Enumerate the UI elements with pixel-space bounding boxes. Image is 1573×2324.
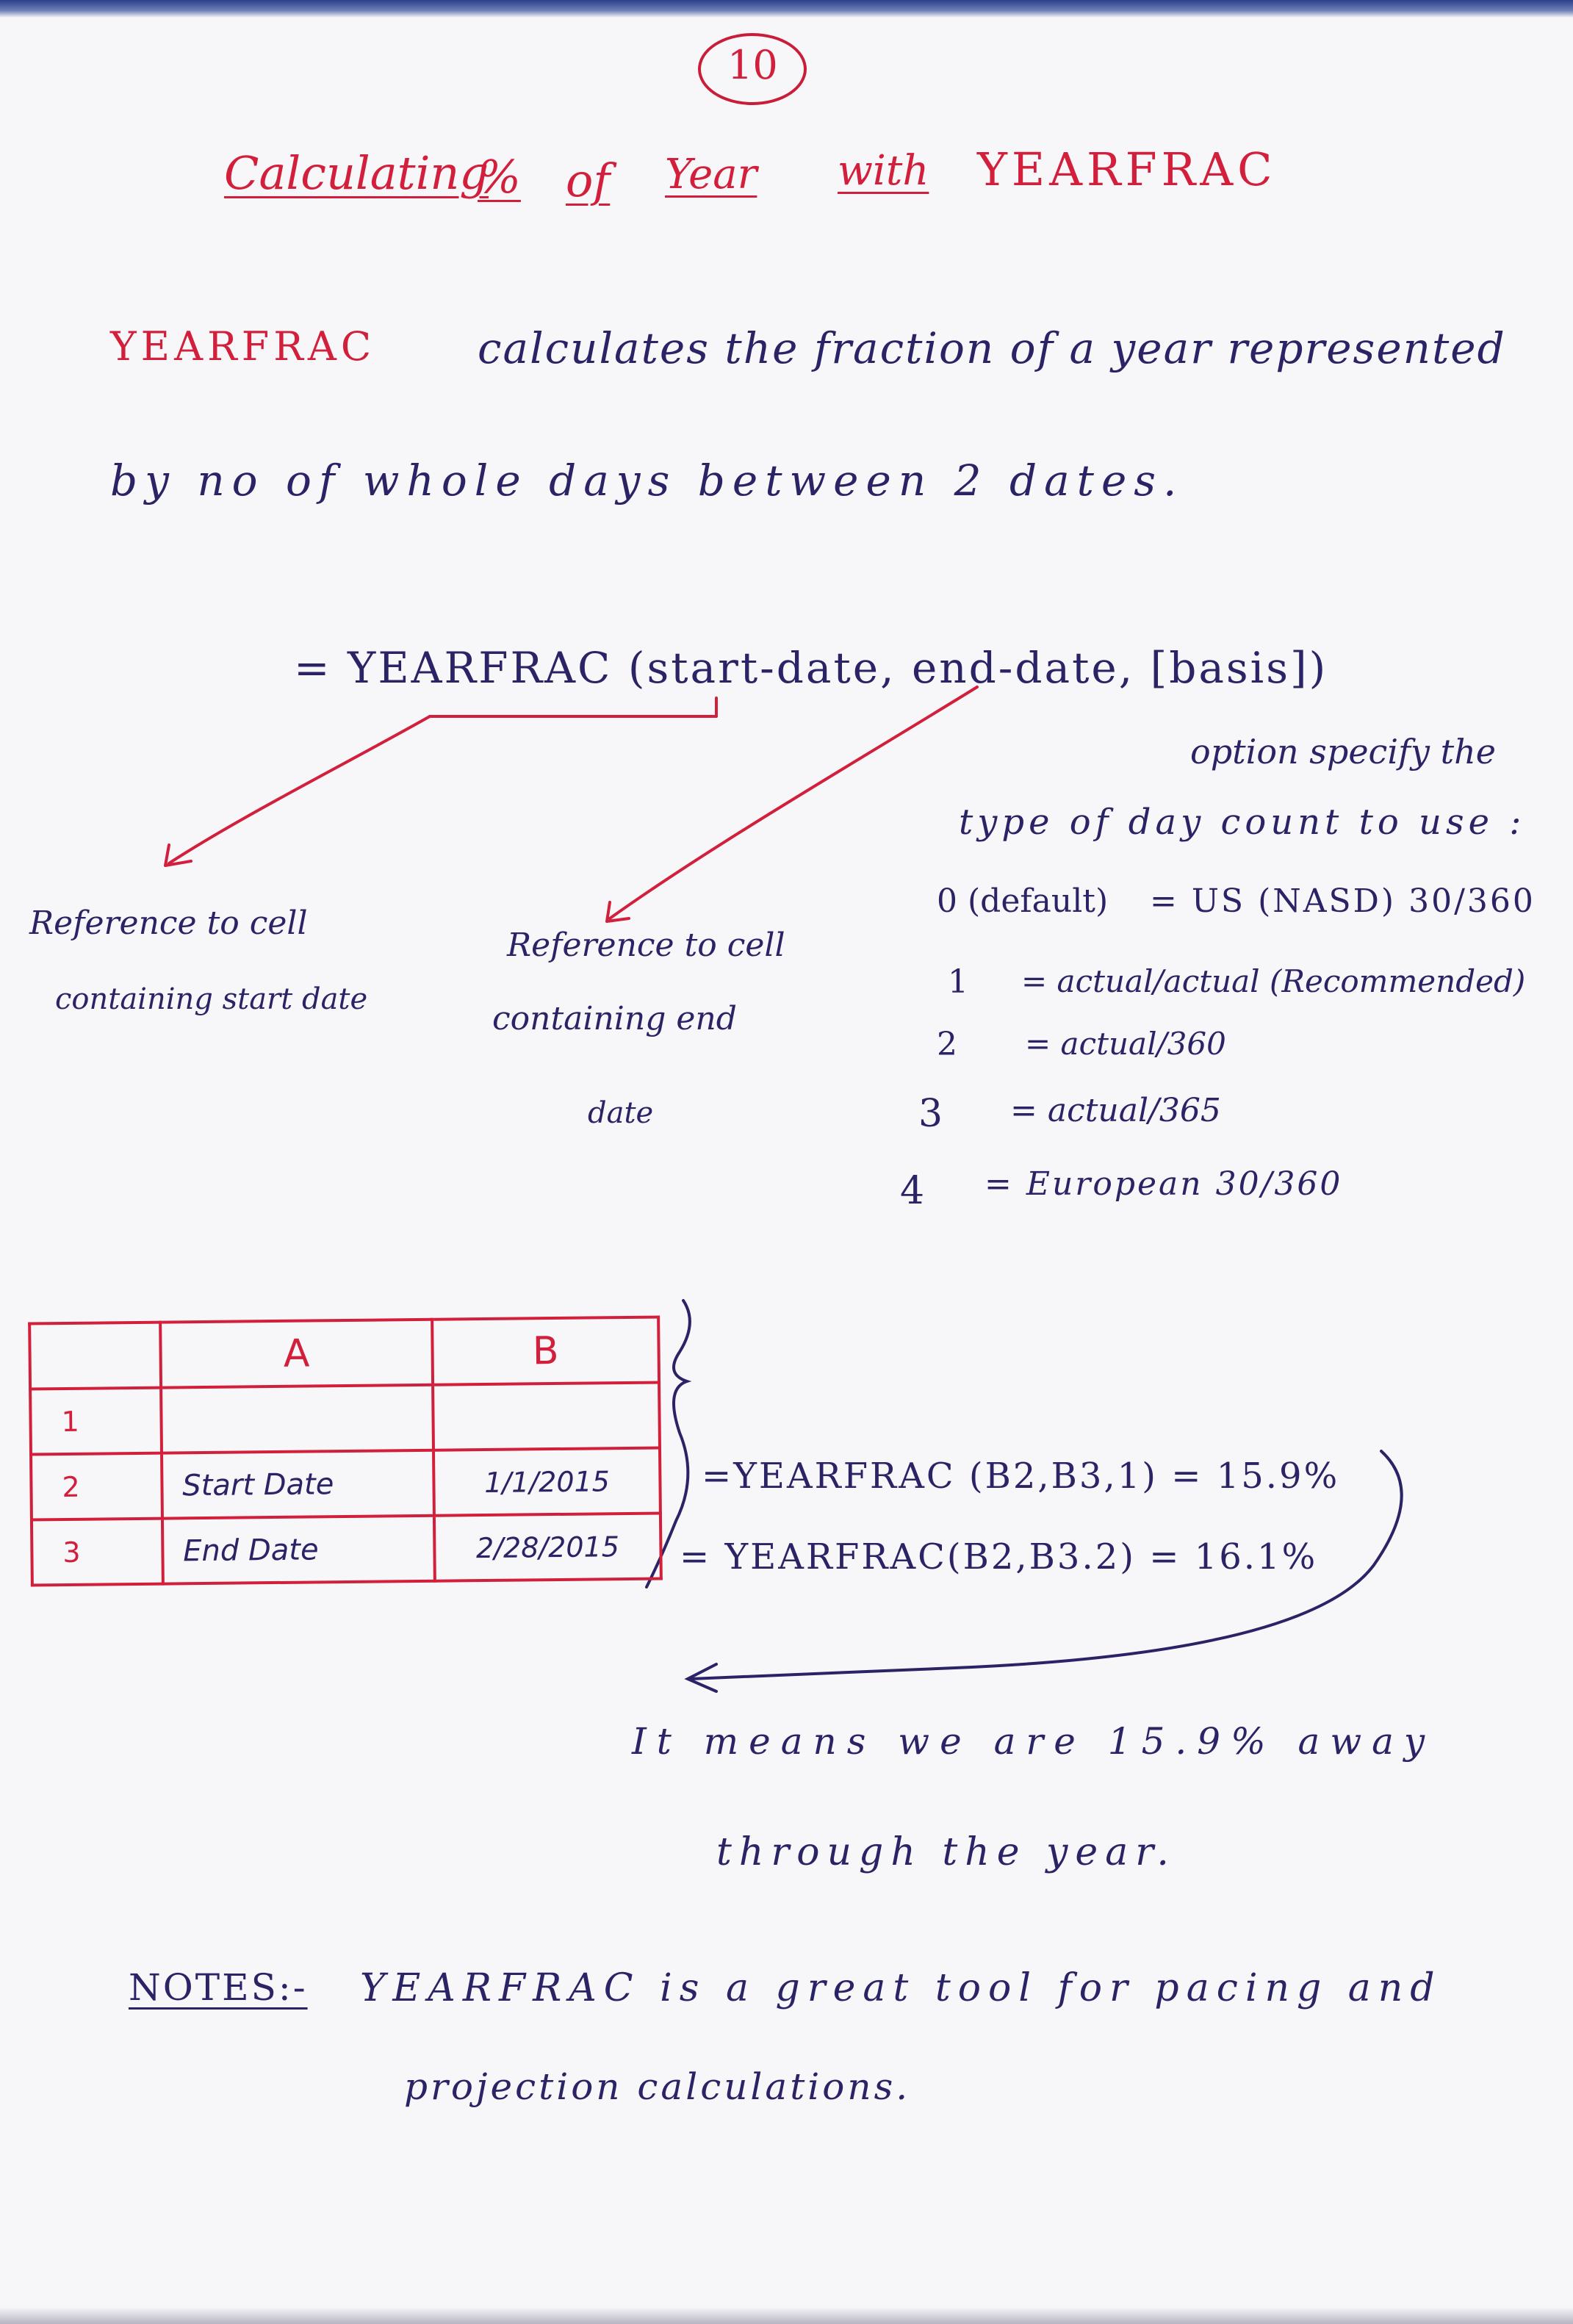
column-header-a: A (160, 1320, 433, 1388)
result-formula-2: = YEARFRAC(B2,B3.2) = 16.1% (680, 1536, 1318, 1577)
title-word-5: with (838, 147, 929, 195)
cell-b2: 1/1/2015 (433, 1448, 660, 1516)
page-number: 10 (727, 42, 778, 88)
title-word-1: Calculating (224, 146, 489, 200)
start-date-arrow (169, 716, 430, 863)
spreadsheet-row-1 (30, 1383, 660, 1455)
end-date-note-line-3: date (588, 1096, 654, 1130)
corner-cell (29, 1323, 161, 1389)
spreadsheet-row-3 (32, 1514, 661, 1586)
basis-option-key: 1 (948, 963, 968, 1001)
title-word-6: YEARFRAC (977, 143, 1277, 196)
spreadsheet-header-row (29, 1317, 659, 1389)
intro-line-2: by no of whole days between 2 dates. (110, 456, 1184, 506)
intro-line-1: calculates the fraction of a year represented (478, 323, 1506, 373)
intro-function-name: YEARFRAC (110, 323, 376, 370)
end-date-note-line-2: containing end (492, 1000, 737, 1037)
spreadsheet-row-2 (31, 1448, 660, 1520)
title-word-2: % (478, 150, 521, 204)
end-date-arrow (610, 687, 977, 918)
basis-option-value: = European 30/360 (985, 1165, 1343, 1203)
basis-option-value: = US (NASD) 30/360 (1150, 882, 1536, 920)
title-word-3: of (566, 154, 611, 207)
conclusion-line-2: through the year. (716, 1830, 1176, 1874)
result-formula-1: =YEARFRAC (B2,B3,1) = 15.9% (702, 1456, 1340, 1497)
cell-b1 (433, 1383, 660, 1450)
cell-a1 (161, 1385, 433, 1453)
start-date-bracket (430, 698, 716, 716)
column-header-b: B (432, 1317, 659, 1385)
basis-heading-line-2: type of day count to use : (959, 802, 1526, 843)
spreadsheet-sketch (28, 1316, 663, 1587)
conclusion-line-1: It means we are 15.9% away (632, 1720, 1436, 1763)
end-date-note-line-1: Reference to cell (507, 927, 785, 964)
notes-line-1: YEARFRAC is a great tool for pacing and (360, 1966, 1442, 2010)
row-number: 2 (31, 1453, 162, 1520)
yearfrac-syntax: = YEARFRAC (start-date, end-date, [basis]) (294, 643, 1328, 693)
cell-a2: Start Date (162, 1450, 434, 1519)
row-number: 3 (32, 1519, 163, 1586)
basis-heading-line-1: option specify the (1190, 732, 1496, 771)
basis-option-key: 2 (937, 1026, 957, 1063)
notes-line-2: projection calculations. (404, 2065, 911, 2108)
basis-option-value: = actual/365 (1010, 1092, 1221, 1129)
start-date-note-line-2: containing start date (55, 982, 368, 1016)
start-date-note-line-1: Reference to cell (29, 904, 308, 942)
basis-option-key: 0 (default) (937, 882, 1109, 920)
basis-option-value: = actual/actual (Recommended) (1021, 963, 1526, 999)
row-number: 1 (30, 1388, 162, 1455)
basis-option-value: = actual/360 (1025, 1026, 1226, 1062)
notes-label: NOTES:- (129, 1966, 308, 2009)
title-word-4: Year (665, 151, 757, 198)
basis-option-key: 4 (900, 1169, 925, 1213)
basis-option-key: 3 (918, 1092, 943, 1136)
cell-b3: 2/28/2015 (434, 1514, 661, 1581)
cell-a3: End Date (162, 1516, 435, 1584)
